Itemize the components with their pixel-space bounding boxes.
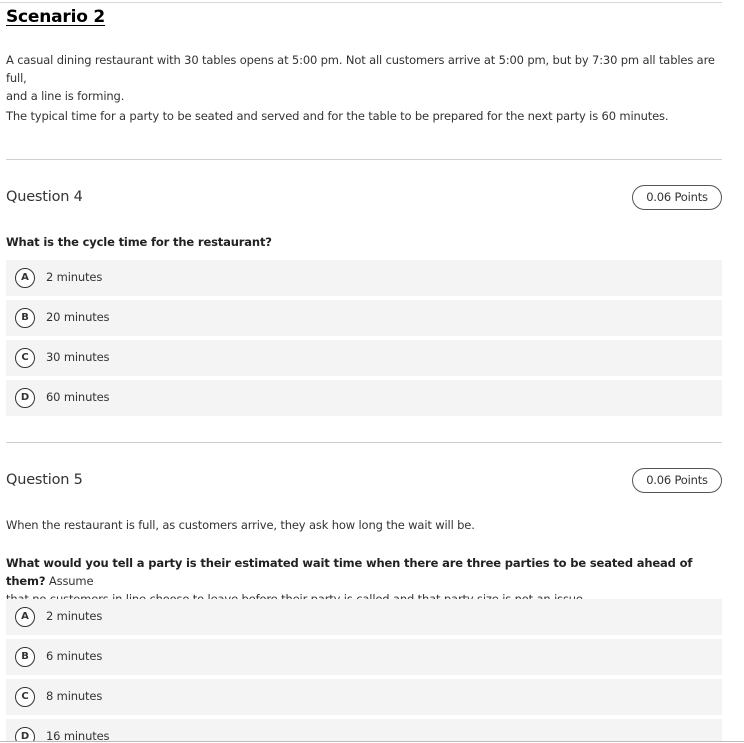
question-5-option-c[interactable]	[6, 679, 722, 715]
option-text: 30 minutes	[46, 350, 110, 364]
section-divider	[6, 442, 722, 443]
option-letter-c: C	[15, 687, 35, 707]
question-5-option-b[interactable]	[6, 639, 722, 675]
scenario-description	[6, 51, 718, 105]
question-4-prompt-text: What is the cycle time for the restaurant?	[6, 235, 272, 249]
scenario-cycle-info: The typical time for a party to be seated and served and for the table to be prepared for the next party is 60 minutes.	[6, 109, 669, 123]
option-text: 2 minutes	[46, 270, 103, 284]
option-letter-b: B	[15, 647, 35, 667]
option-text: 2 minutes	[46, 609, 103, 623]
question-5-points-badge: 0.06 Points	[632, 468, 722, 493]
option-letter-c: C	[15, 348, 35, 368]
bottom-edge	[0, 741, 744, 742]
option-text: 60 minutes	[46, 390, 110, 404]
question-4-option-c[interactable]	[6, 340, 722, 376]
question-4-prompt	[6, 233, 720, 251]
question-4-points-badge: 0.06 Points	[632, 185, 722, 210]
question-5-prompt-rest-1: Assume	[45, 574, 94, 588]
top-divider	[0, 2, 722, 3]
question-5-option-a[interactable]	[6, 599, 722, 635]
question-4-header: Question 4	[6, 189, 83, 205]
option-letter-b: B	[15, 308, 35, 328]
question-4-option-a[interactable]	[6, 260, 722, 296]
option-letter-d: D	[15, 727, 35, 741]
option-text: 20 minutes	[46, 310, 110, 324]
question-4-option-b[interactable]	[6, 300, 722, 336]
question-4-option-d[interactable]	[6, 380, 722, 416]
question-5-intro: When the restaurant is full, as customers arrive, they ask how long the wait will be.	[6, 518, 475, 532]
option-letter-d: D	[15, 388, 35, 408]
question-5-prompt-bold: What would you tell a party is their estimated wait time when there are three parties to be seated ahead of them?	[6, 556, 693, 588]
option-letter-a: A	[15, 607, 35, 627]
scenario-description-line2: and a line is forming.	[6, 89, 125, 103]
question-5-header: Question 5	[6, 472, 83, 488]
option-letter-a: A	[15, 268, 35, 288]
scenario-title: Scenario 2	[6, 7, 106, 27]
section-divider	[6, 159, 722, 160]
option-text: 6 minutes	[46, 649, 103, 663]
option-text: 8 minutes	[46, 689, 103, 703]
question-5-option-d[interactable]	[6, 719, 722, 741]
scenario-description-line1: A casual dining restaurant with 30 tables opens at 5:00 pm. Not all customers arrive at 5:00 pm, but by 7:30 pm all tables are full,	[6, 53, 715, 85]
option-text: 16 minutes	[46, 729, 110, 741]
